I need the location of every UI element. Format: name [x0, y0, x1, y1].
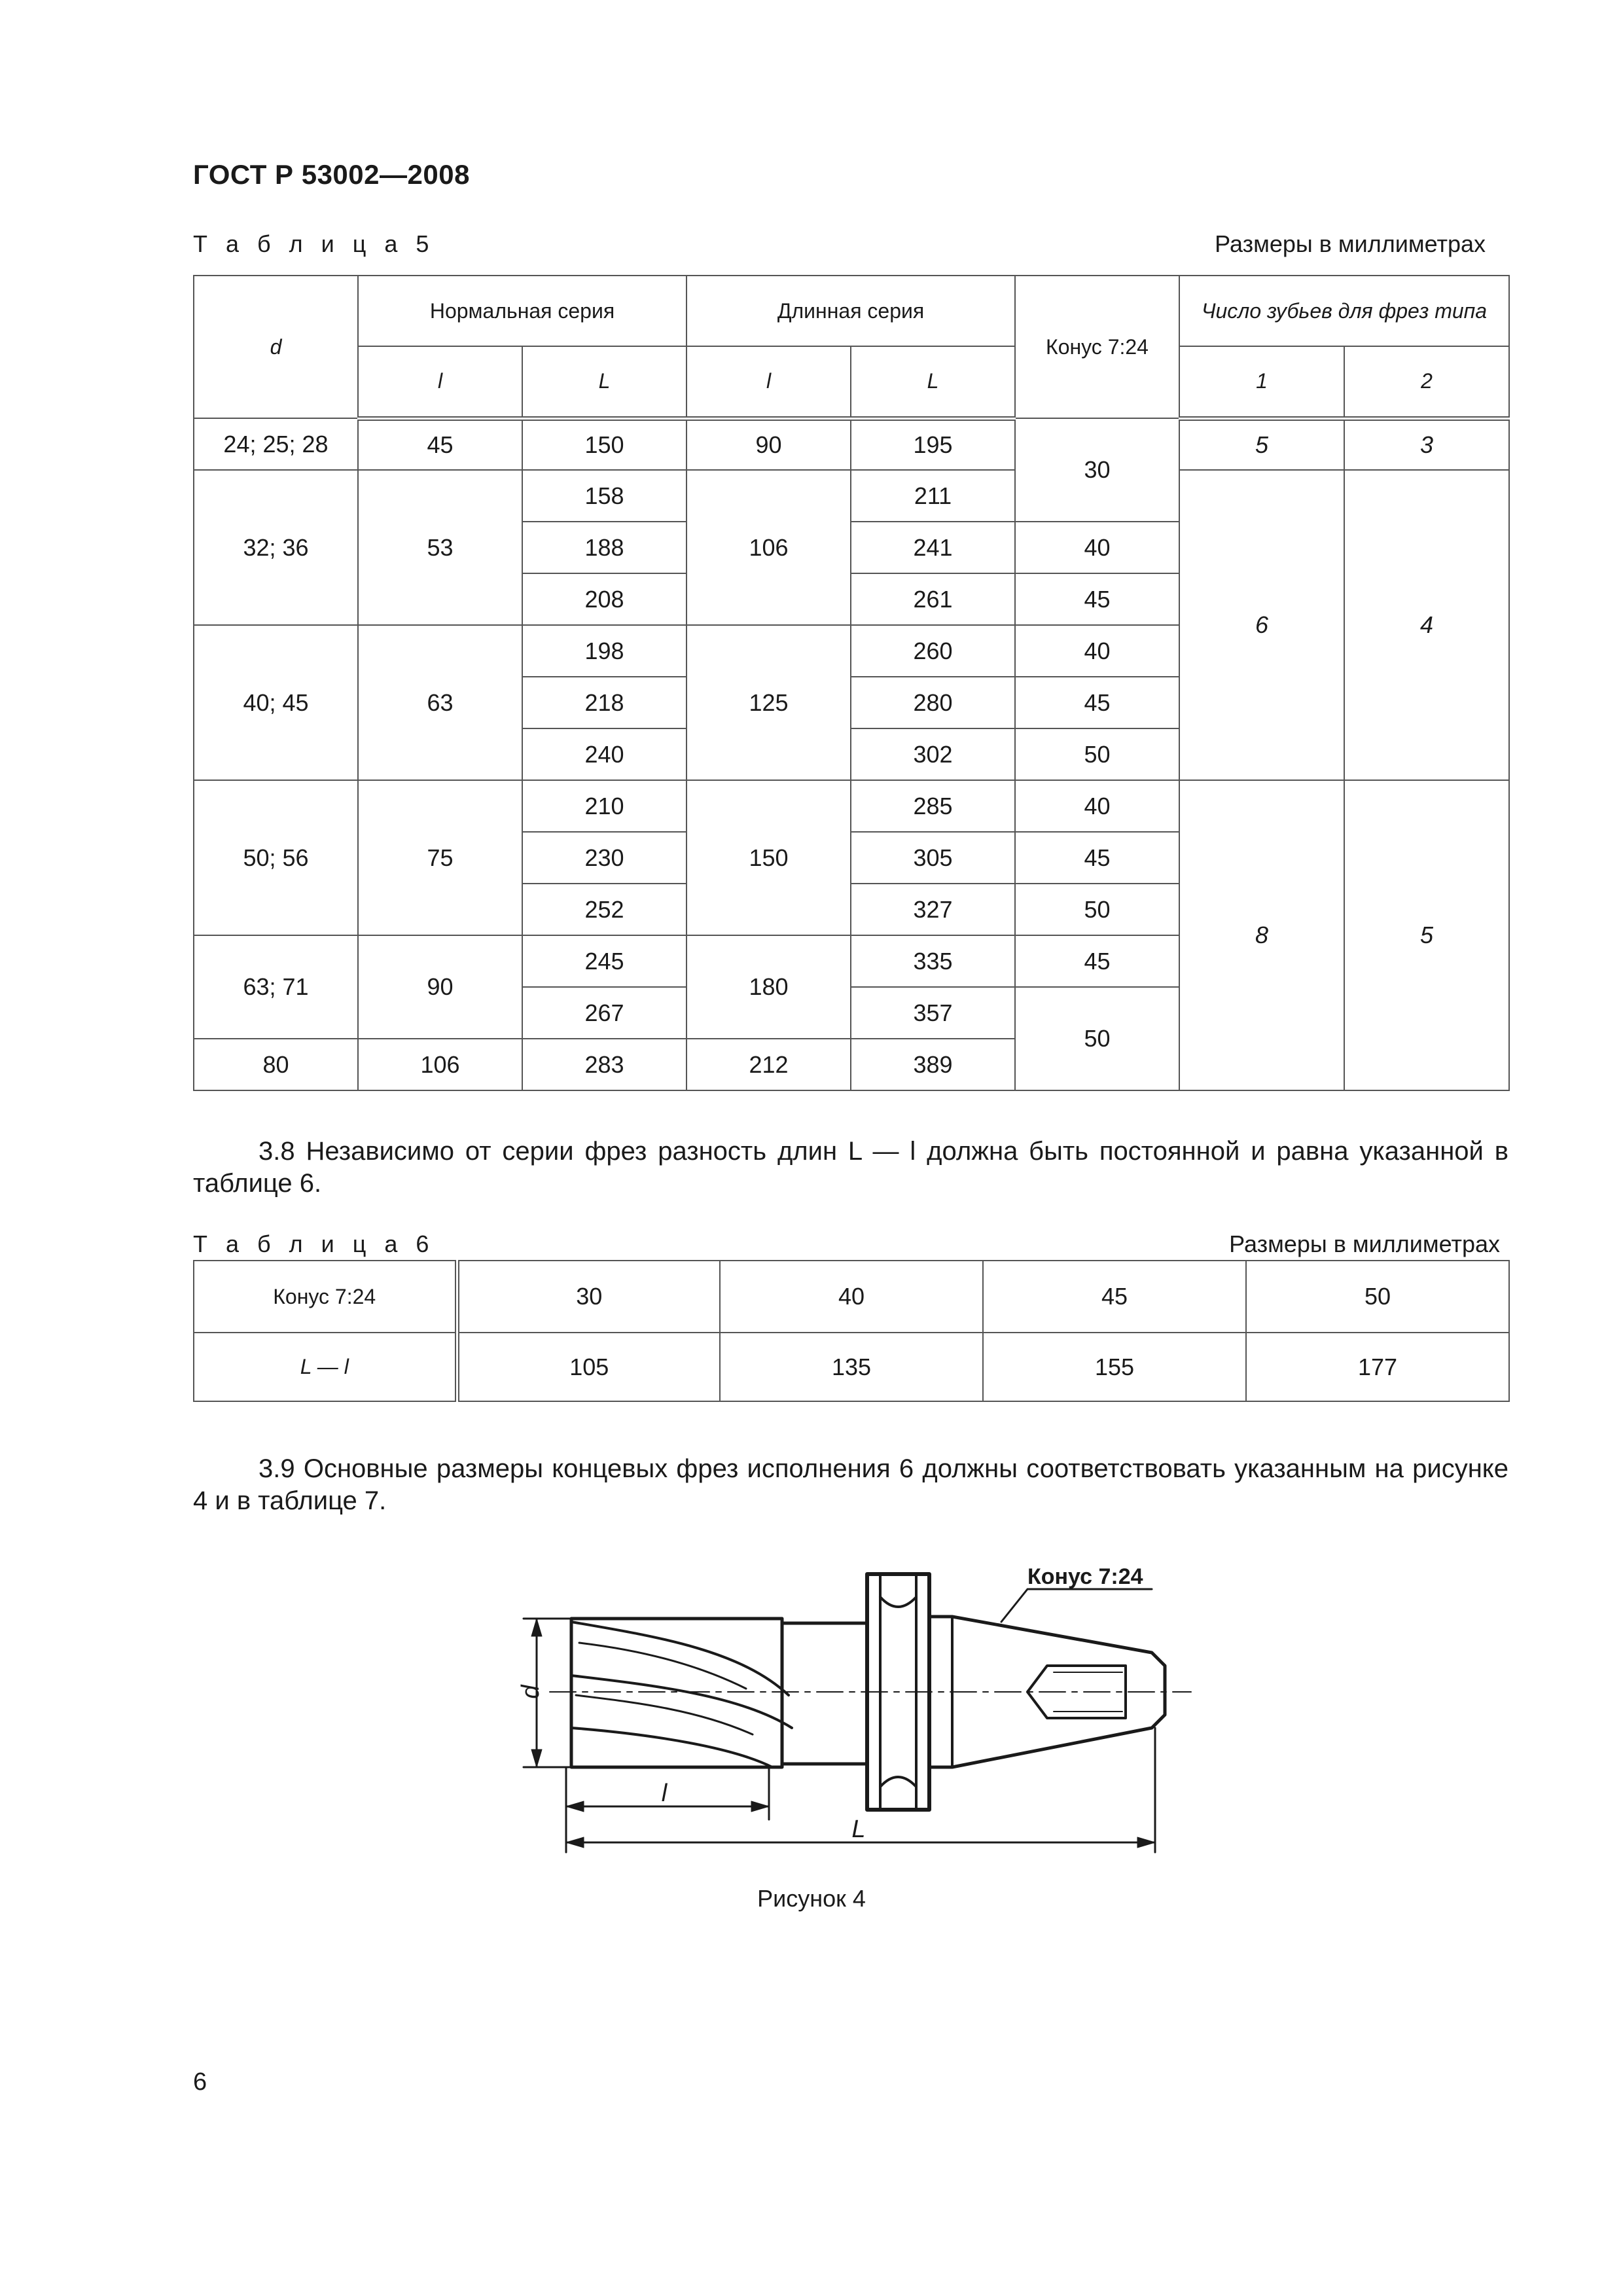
table6-row1-label: Конус 7:24 — [194, 1261, 457, 1333]
table-cell: 45 — [1015, 573, 1179, 625]
table-cell: 245 — [522, 935, 687, 987]
table-cell: 280 — [851, 677, 1015, 728]
header-d: d — [194, 276, 358, 418]
table-cell: 40 — [1015, 625, 1179, 677]
cutter-body-outline — [571, 1619, 782, 1767]
table-cell: 50 — [1015, 884, 1179, 935]
table-cell: 106 — [358, 1039, 522, 1090]
table-cell: 150 — [687, 780, 851, 935]
table6-row2-label: L — l — [194, 1333, 457, 1401]
table-cell: 40 — [1015, 522, 1179, 573]
cone-callout-leader — [1001, 1589, 1152, 1622]
document-header: ГОСТ Р 53002—2008 — [193, 159, 470, 190]
table-cell: 90 — [358, 935, 522, 1039]
table-cell: 50 — [1015, 728, 1179, 780]
table-cell: 50; 56 — [194, 780, 358, 935]
table-cell: 24; 25; 28 — [194, 418, 358, 470]
table-cell: 45 — [1015, 677, 1179, 728]
table-cell: 40 — [1015, 780, 1179, 832]
table-cell: 80 — [194, 1039, 358, 1090]
cone-callout-label: Конус 7:24 — [1027, 1564, 1143, 1589]
table-cell: 335 — [851, 935, 1015, 987]
header-cone: Конус 7:24 — [1015, 276, 1179, 418]
table-cell: 230 — [522, 832, 687, 884]
table-cell: 285 — [851, 780, 1015, 832]
table-cell: 210 — [522, 780, 687, 832]
table-cell: 211 — [851, 470, 1015, 522]
table-cell: 50 — [1015, 987, 1179, 1090]
table-cell: 63 — [358, 625, 522, 780]
table-cell: 40; 45 — [194, 625, 358, 780]
table-cell: 188 — [522, 522, 687, 573]
header-normal-L: L — [522, 346, 687, 418]
table-cell: 40 — [720, 1261, 983, 1333]
table-cell: 105 — [457, 1333, 720, 1401]
table-cell: 5 — [1344, 780, 1509, 1090]
table-cell: 302 — [851, 728, 1015, 780]
arrow-d-bottom — [531, 1749, 542, 1767]
table-cell: 45 — [983, 1261, 1246, 1333]
table-cell: 357 — [851, 987, 1015, 1039]
dimension-l — [566, 1767, 769, 1852]
flute-line — [571, 1622, 789, 1695]
arrow-l-right — [751, 1801, 769, 1812]
paragraph-3-9: 3.9 Основные размеры концевых фрез исполнения 6 должны соответствовать указанным на рисунке 4 и в таблице 7. — [193, 1454, 1508, 1515]
table5-units: Размеры в миллиметрах — [1215, 230, 1486, 257]
header-type-1: 1 — [1179, 346, 1344, 418]
arrow-L-left — [566, 1837, 584, 1848]
flute-line — [571, 1728, 772, 1767]
table-cell: 180 — [687, 935, 851, 1039]
table-cell: 252 — [522, 884, 687, 935]
table5-caption: Т а б л и ц а 5 — [193, 230, 435, 257]
dimension-L-label: L — [851, 1816, 866, 1843]
table-cell: 32; 36 — [194, 470, 358, 625]
table-cell: 50 — [1246, 1261, 1509, 1333]
arrow-l-left — [566, 1801, 584, 1812]
table-cell: 3 — [1344, 418, 1509, 470]
arrow-d-top — [531, 1619, 542, 1636]
table-cell: 195 — [851, 418, 1015, 470]
figure-caption: Рисунок 4 — [757, 1885, 866, 1912]
header-normal-series: Нормальная серия — [358, 276, 687, 346]
page-number: 6 — [193, 2068, 207, 2096]
table-cell: 45 — [358, 418, 522, 470]
table-cell: 261 — [851, 573, 1015, 625]
neck-outline — [782, 1623, 867, 1764]
table-cell: 283 — [522, 1039, 687, 1090]
header-normal-l: l — [358, 346, 522, 418]
table-cell: 241 — [851, 522, 1015, 573]
table-cell: 53 — [358, 470, 522, 625]
table-cell: 106 — [687, 470, 851, 625]
header-long-series: Длинная серия — [687, 276, 1015, 346]
paragraph-3-8: 3.8 Независимо от серии фрез разность длин L — l должна быть постоянной и равна указанной в таблице 6. — [193, 1137, 1508, 1198]
flute-line — [571, 1676, 792, 1728]
table-cell: 218 — [522, 677, 687, 728]
table-cell: 177 — [1246, 1333, 1509, 1401]
table-cell: 389 — [851, 1039, 1015, 1090]
table-cell: 8 — [1179, 780, 1344, 1090]
table-cell: 150 — [522, 418, 687, 470]
header-long-l: l — [687, 346, 851, 418]
header-type-2: 2 — [1344, 346, 1509, 418]
table-cell: 125 — [687, 625, 851, 780]
table-cell: 6 — [1179, 470, 1344, 780]
table6-caption: Т а б л и ц а 6 — [193, 1230, 435, 1257]
header-teeth: Число зубьев для фрез типа — [1179, 276, 1509, 346]
table-cell: 45 — [1015, 832, 1179, 884]
dimension-d-label: d — [517, 1685, 544, 1699]
table-cell: 4 — [1344, 470, 1509, 780]
table-cell: 5 — [1179, 418, 1344, 470]
table-cell: 155 — [983, 1333, 1246, 1401]
table-cell: 90 — [687, 418, 851, 470]
table-cell: 212 — [687, 1039, 851, 1090]
table-cell: 267 — [522, 987, 687, 1039]
table-cell: 208 — [522, 573, 687, 625]
table-cell: 63; 71 — [194, 935, 358, 1039]
table6-units: Размеры в миллиметрах — [1229, 1230, 1500, 1257]
flute-line — [579, 1643, 746, 1689]
table-cell: 135 — [720, 1333, 983, 1401]
table-cell: 240 — [522, 728, 687, 780]
dimension-l-label: l — [661, 1780, 668, 1807]
table-cell: 30 — [457, 1261, 720, 1333]
table-cell: 75 — [358, 780, 522, 935]
table-cell: 30 — [1015, 418, 1179, 522]
table-cell: 305 — [851, 832, 1015, 884]
header-long-L: L — [851, 346, 1015, 418]
table-cell: 260 — [851, 625, 1015, 677]
table-cell: 45 — [1015, 935, 1179, 987]
table-cell: 158 — [522, 470, 687, 522]
arrow-L-right — [1137, 1837, 1155, 1848]
table-cell: 327 — [851, 884, 1015, 935]
table-cell: 198 — [522, 625, 687, 677]
